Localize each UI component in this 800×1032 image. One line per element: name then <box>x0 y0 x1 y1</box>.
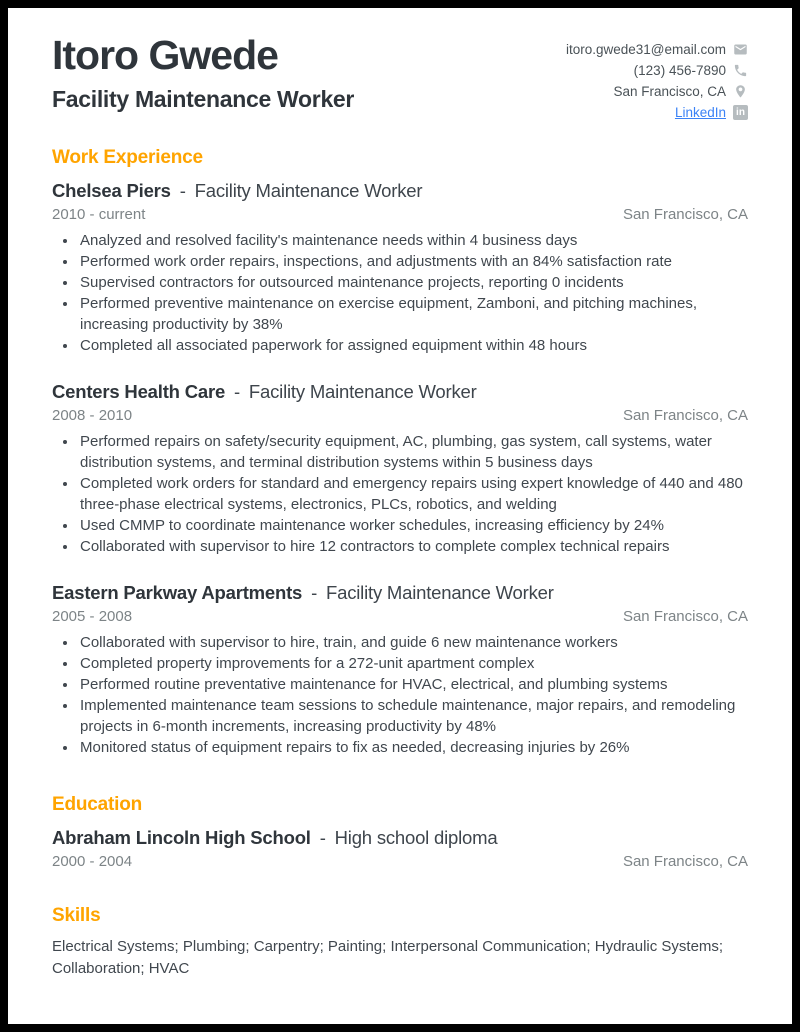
bullet: • Analyzed and resolved facility's maintenance needs within 4 business days <box>78 230 748 251</box>
contact-location-row <box>566 84 748 99</box>
job-location: San Francisco, CA <box>622 608 748 625</box>
bullet: • Collaborated with supervisor to hire, train, and guide 6 new maintenance workers <box>78 632 748 653</box>
job-location: San Francisco, CA <box>622 407 748 424</box>
company-name: Centers Health Care <box>52 381 226 402</box>
job-entry-eastern-parkway-apartments <box>52 580 748 758</box>
job-role: Facility Maintenance Worker <box>326 582 554 603</box>
job-header <box>52 580 748 605</box>
person-name: Itoro Gwede <box>52 32 278 78</box>
skills-list: Electrical Systems; Plumbing; Carpentry; Painting; Interpersonal Communication; Hydraulic Systems; Collaboration; HVAC <box>52 938 724 977</box>
job-meta <box>52 407 748 425</box>
bullet: • Performed routine preventative maintenance for HVAC, electrical, and plumbing systems <box>78 674 748 695</box>
job-dates: 2005 - 2008 <box>52 608 133 625</box>
education-dates: 2000 - 2004 <box>52 853 133 870</box>
contact-email-row <box>566 42 748 57</box>
job-entry-chelsea-piers <box>52 178 748 356</box>
phone-value: (123) 456-7890 <box>633 63 726 78</box>
bullet: • Completed all associated paperwork for assigned equipment within 48 hours <box>78 335 748 356</box>
envelope-icon <box>733 42 748 57</box>
education-entry <box>52 825 748 871</box>
resume-header <box>52 33 748 120</box>
job-meta <box>52 206 748 224</box>
identity-block <box>52 33 354 113</box>
phone-icon <box>733 63 748 78</box>
contact-block <box>566 42 748 120</box>
education-heading: Education <box>52 794 143 815</box>
job-bullet-list <box>52 230 748 356</box>
bullet: • Performed preventive maintenance on exercise equipment, Zamboni, and pitching machines, increasing productivity by 38% <box>78 293 748 335</box>
bullet: • Completed work orders for standard and emergency repairs using expert knowledge of 440 and 480 three-phase electrical systems, electronics, PLCs, robotics, and welding <box>78 473 748 515</box>
title-separator: - <box>311 582 318 603</box>
bullet: • Implemented maintenance team sessions to schedule maintenance, major repairs, and remodeling projects in 6-month increments, increasing productivity by 48% <box>78 695 748 737</box>
person-job-title: Facility Maintenance Worker <box>52 85 355 112</box>
job-meta <box>52 608 748 626</box>
job-dates: 2010 - current <box>52 206 146 223</box>
education-header <box>52 825 748 850</box>
contact-linkedin-row <box>566 105 748 120</box>
linkedin-link[interactable]: LinkedIn <box>674 105 726 120</box>
job-header <box>52 379 748 404</box>
map-pin-icon <box>733 84 748 99</box>
email-value: itoro.gwede31@email.com <box>565 42 726 57</box>
title-separator: - <box>179 180 186 201</box>
degree: High school diploma <box>334 827 498 848</box>
job-location: San Francisco, CA <box>622 206 748 223</box>
education-meta <box>52 853 748 871</box>
bullet: • Supervised contractors for outsourced maintenance projects, reporting 0 incidents <box>78 272 748 293</box>
linkedin-icon: in <box>733 105 748 120</box>
job-dates: 2008 - 2010 <box>52 407 133 424</box>
job-header <box>52 178 748 203</box>
job-role: Facility Maintenance Worker <box>248 381 477 402</box>
bullet: • Performed repairs on safety/security equipment, AC, plumbing, gas system, call systems, water distribution systems, and terminal distribution systems within 5 business days <box>78 431 748 473</box>
job-bullet-list <box>52 632 748 758</box>
bullet: • Performed work order repairs, inspections, and adjustments with an 84% satisfaction rate <box>78 251 748 272</box>
company-name: Eastern Parkway Apartments <box>52 582 303 603</box>
company-name: Chelsea Piers <box>52 180 171 201</box>
bullet: • Monitored status of equipment repairs to fix as needed, decreasing injuries by 26% <box>78 737 748 758</box>
title-separator: - <box>319 827 326 848</box>
bullet: • Collaborated with supervisor to hire 12 contractors to complete complex technical repairs <box>78 536 748 557</box>
contact-phone-row <box>566 63 748 78</box>
skills-heading: Skills <box>52 905 101 926</box>
title-separator: - <box>234 381 240 402</box>
school-name: Abraham Lincoln High School <box>52 827 311 848</box>
education-location: San Francisco, CA <box>622 853 748 870</box>
work-experience-heading: Work Experience <box>52 147 203 168</box>
job-role: Facility Maintenance Worker <box>194 180 423 201</box>
location-value: San Francisco, CA <box>613 84 726 99</box>
job-bullet-list <box>52 431 748 557</box>
bullet: • Used CMMP to coordinate maintenance worker schedules, increasing efficiency by 24% <box>78 515 748 536</box>
bullet: • Completed property improvements for a 272-unit apartment complex <box>78 653 748 674</box>
job-entry-centers-health-care <box>52 379 748 557</box>
